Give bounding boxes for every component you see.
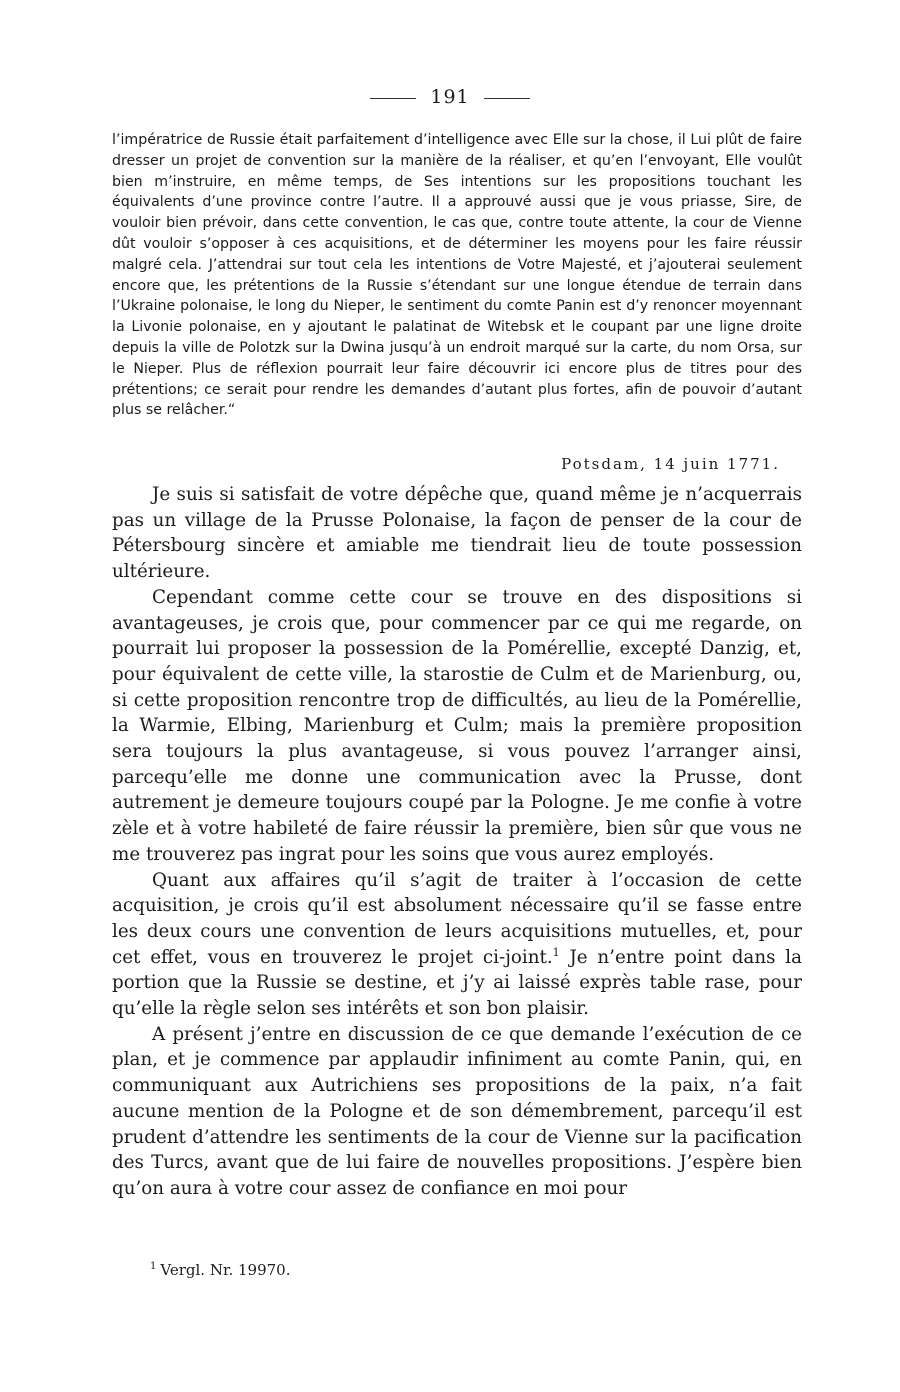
header-rule-right — [484, 98, 530, 99]
footnote-reference: 1 — [552, 945, 560, 959]
footnote-mark: 1 — [150, 1261, 157, 1272]
paragraph-2: Cependant comme cette cour se trouve en des dispositions si avantageuses, je crois que, pour commencer par ce qui me regarde, on pourrait lui proposer la possession de la Pomérellie, excepté Danzig, et, pour équivalent de cette ville, la starostie de Culm et de Marienburg, ou, si cette proposition rencontre trop de difficultés, au lieu de la Pomérellie, la Warmie, Elbing, Marienburg et Culm; mais la première proposition sera toujours la plus avantageuse, si vous pouvez l’arranger ainsi, parcequ’elle me donne une communication avec la Prusse, dont autrement je demeure toujours coupé par la Pologne. Je me confie à votre zèle et à votre habileté de faire réussir la première, bien sûr que vous ne me trouverez pas ingrat pour les soins que vous aurez employés. — [112, 586, 802, 865]
paragraph-3 — [112, 868, 802, 1022]
paragraph-1: Je suis si satisfait de votre dépêche que, quand même je n’acquerrais pas un village de la Prusse Polonaise, la façon de penser de la cour de Pétersbourg sincère et amiable me tiendrait lieu de toute possession ultérieure. — [112, 484, 802, 583]
paragraph-3-text-b: Je n’entre point dans la portion que la Russie se destine, et j’y ai laissé exprès table rase, pour qu’elle la règle selon ses intérêts et son bon plaisir. — [112, 946, 803, 1020]
footnote-text: Vergl. Nr. 19970. — [160, 1261, 291, 1279]
page-number: 191 — [430, 86, 470, 108]
page-header — [0, 86, 900, 108]
date-line: Potsdam, 14 juin 1771. — [561, 455, 780, 473]
letter-body — [112, 482, 802, 1202]
paragraph-4: A présent j’entre en discussion de ce que demande l’exécution de ce plan, et je commence par applaudir infiniment au comte Panin, qui, en communiquant aux Autrichiens ses propositions de la paix, n’a fait aucune mention de la Pologne et de son démembrement, parcequ’il est prudent d’attendre les sentiments de la cour de Vienne sur la pacification des Turcs, avant que de lui faire de nouvelles propositions. J’espère bien qu’on aura à votre cour assez de confiance en moi pour — [112, 1023, 802, 1199]
header-rule-left — [370, 98, 416, 99]
quoted-report-text: l’impératrice de Russie était parfaitement d’intelligence avec Elle sur la chose, il Lui plût de faire dresser un projet de convention sur la manière de la réaliser, et qu’en l’envoyant, Elle voulût bien m’instruire, en même temps, de Ses intentions sur les propositions touchant les équivalents d’une province contre l’autre. Il a approuvé aussi que je vous priasse, Sire, de vouloir bien prévoir, dans cette convention, le cas que, contre toute attente, la cour de Vienne dût vouloir s’opposer à ces acquisitions, et de déterminer les moyens pour les faire réussir malgré cela. J’attendrai sur tout cela les intentions de Votre Majesté, et j’ajouterai seulement encore que, les prétentions de la Russie s’étendant sur une longue étendue de terrain dans l’Ukraine polonaise, le long du Nieper, le sentiment du comte Panin est d’y renoncer moyennant la Livonie polonaise, en y ajoutant le palatinat de Witebsk et le coupant par une ligne droite depuis la ville de Polotzk sur la Dwina jusqu’à un endroit marqué sur la carte, du nom Orsa, sur le Nieper. Plus de réflexion pourrait leur faire découvrir ici encore plus de titres pour des prétentions; ce serait pour rendre les demandes d’autant plus fortes, afin de pouvoir d’autant plus se relâcher.“ — [112, 132, 802, 419]
paragraph-3-text-a: Quant aux affaires qu’il s’agit de traiter à l’occasion de cette acquisition, je crois qu’il est absolument nécessaire qu’il se fasse entre les deux cours une convention de leurs acquisitions mutuelles, et, pour cet effet, vous en trouverez le projet ci-joint. — [112, 869, 802, 968]
footnote — [150, 1261, 290, 1279]
